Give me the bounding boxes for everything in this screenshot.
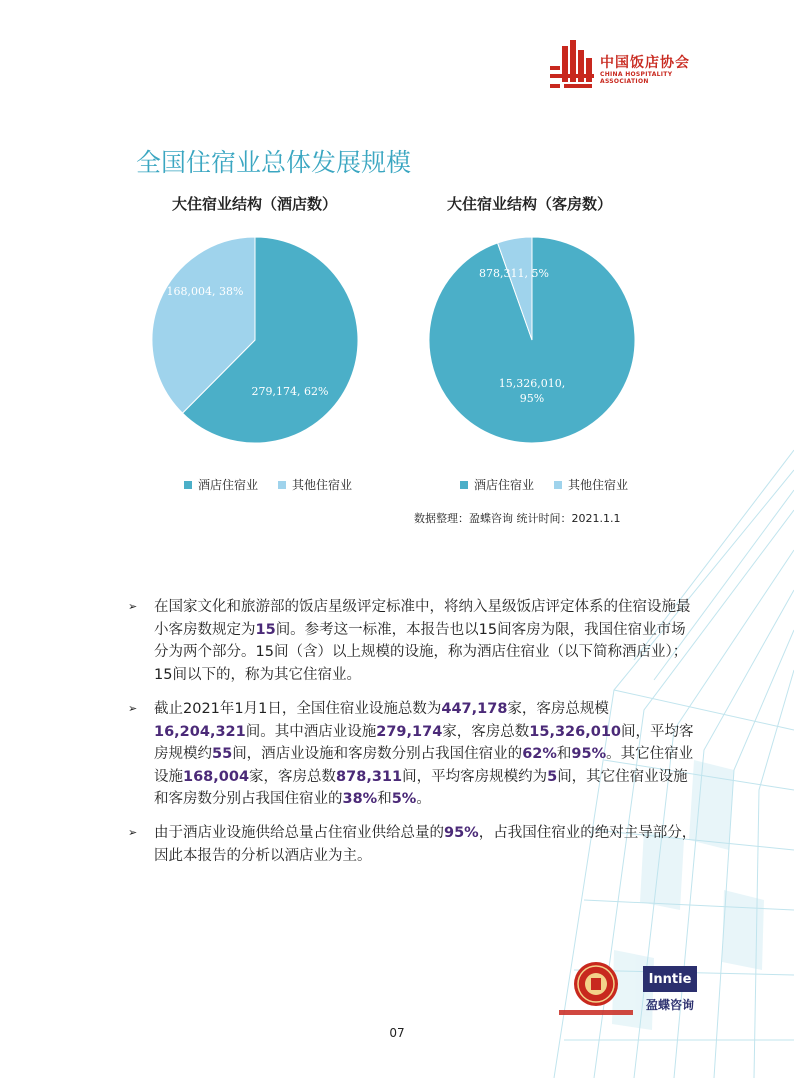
pie-data-label: 279,174, 62% (251, 385, 329, 398)
paragraph-segment: 在国家文化和旅游部的饭店星级评定标准中，将纳入星级饭店评定体系的住宿设施最小客房数规定为 (154, 599, 691, 638)
bullet-arrow-icon: ➢ (128, 600, 138, 613)
highlight-value: 38% (342, 791, 378, 807)
paragraph-segment: 间，平均客房规模约 (154, 723, 694, 762)
highlight-value: 15,326,010 (529, 723, 622, 740)
paragraph-text (154, 596, 698, 686)
legend-item-other (278, 476, 352, 493)
legend-rooms (460, 476, 648, 493)
legend-swatch-other (278, 481, 286, 489)
association-name-en: CHINA HOSPITALITY ASSOCIATION (600, 71, 673, 85)
legend-item-other (554, 476, 628, 493)
legend-swatch-hotel (460, 481, 468, 489)
paragraph-segment: ，占我国住宿业的绝对主导部分，因此本报告的分析以酒店业为主。 (154, 825, 697, 864)
paragraph-segment: 家，客房总数 (442, 723, 530, 740)
pie-chart-hotels (150, 235, 360, 445)
association-name-cn: 中国饭店协会 (600, 55, 690, 71)
inntie-logo-box: Inntie (643, 966, 697, 992)
source-note: 数据整理：盈蝶咨询 统计时间：2021.1.1 (414, 512, 621, 525)
legend-label: 酒店住宿业 (474, 478, 535, 492)
paragraph-segment: 间。参考这一标准，本报告也以15间客房为限，我国住宿业市场分为两个部分。15间（含）以上规模的设施，称为酒店住宿业（以下简称酒店业）；15间以下的，称为其它住宿业。 (154, 621, 688, 683)
legend-label: 其他住宿业 (292, 478, 353, 492)
legend-hotels (184, 476, 372, 493)
chart-title-rooms: 大住宿业结构（客房数） (447, 195, 613, 213)
bullet-arrow-icon: ➢ (128, 826, 138, 839)
pie-data-label: 878,311, 5% (479, 267, 549, 280)
chart-title-hotels: 大住宿业结构（酒店数） (172, 195, 338, 213)
paragraph-1 (128, 596, 698, 686)
legend-label: 酒店住宿业 (198, 478, 259, 492)
inntie-logo (643, 966, 697, 1016)
paragraph-segment: 。其它住宿业设施 (154, 746, 694, 785)
paragraph-segment: 和 (556, 746, 572, 762)
highlight-value: 95% (444, 825, 479, 841)
paragraph-segment: 间，其它住宿业设施和客房数分别占我国住宿业的 (154, 768, 688, 807)
pie-data-label: 168,004, 38% (166, 285, 244, 298)
china-hospitality-association-logo (548, 40, 718, 92)
seal-icon (553, 960, 639, 1020)
paragraph-segment: 间，酒店业设施和客房数分别占我国住宿业的 (232, 746, 523, 762)
highlight-value: 5 (547, 768, 558, 785)
highlight-value: 447,178 (441, 701, 508, 717)
highlight-value: 279,174 (376, 723, 443, 740)
paragraph-segment: 。 (416, 791, 431, 807)
legend-swatch-other (554, 481, 562, 489)
paragraph-text (154, 698, 698, 811)
paragraph-text (154, 822, 698, 867)
page-number: 07 (389, 1026, 405, 1040)
highlight-value: 16,204,321 (154, 723, 246, 740)
page-title: 全国住宿业总体发展规模 (136, 148, 412, 177)
pie-data-label: 15,326,010, 95% (498, 377, 566, 405)
paragraph-segment: 由于酒店业设施供给总量占住宿业供给总量的 (154, 825, 444, 841)
paragraph-2 (128, 698, 698, 811)
paragraph-segment: 截止2021年1月1日，全国住宿业设施总数为 (154, 701, 442, 717)
university-seal-logo (553, 960, 639, 1020)
inntie-name-cn: 盈蝶咨询 (645, 998, 694, 1012)
legend-item-hotel (184, 476, 258, 493)
paragraph-segment: 家，客房总规模 (507, 701, 609, 717)
pie-chart-rooms (427, 235, 637, 445)
legend-label: 其他住宿业 (568, 478, 629, 492)
highlight-value: 95% (571, 746, 607, 762)
highlight-value: 5% (391, 791, 417, 807)
paragraph-segment: 和 (377, 791, 392, 807)
legend-swatch-hotel (184, 481, 192, 489)
highlight-value: 878,311 (336, 768, 403, 785)
paragraph-3 (128, 822, 698, 867)
paragraph-segment: 间，平均客房规模约为 (402, 768, 548, 785)
building-logo-icon (548, 40, 598, 92)
highlight-value: 55 (212, 746, 233, 762)
paragraph-segment: 家，客房总数 (249, 768, 337, 785)
legend-item-hotel (460, 476, 534, 493)
highlight-value: 15 (255, 621, 276, 638)
paragraph-segment: 间。其中酒店业设施 (245, 723, 377, 740)
highlight-value: 168,004 (183, 768, 250, 785)
bullet-arrow-icon: ➢ (128, 702, 138, 715)
highlight-value: 62% (522, 746, 557, 762)
